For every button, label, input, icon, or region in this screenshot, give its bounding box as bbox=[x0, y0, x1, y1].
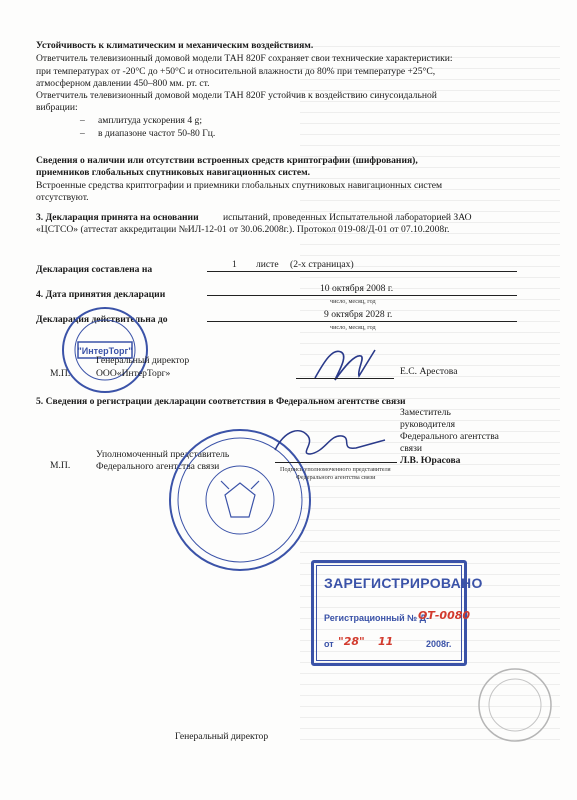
stamp-month: 11 bbox=[378, 635, 394, 648]
climate-bullet-2: в диапазоне частот 50-80 Гц. bbox=[98, 128, 216, 139]
date-value: 10 октября 2008 г. bbox=[320, 283, 394, 294]
date-underline bbox=[207, 295, 517, 296]
footer-role: Генеральный директор bbox=[175, 731, 269, 742]
crypto-text-2: отсутствуют. bbox=[36, 192, 89, 203]
crypto-text-1: Встроенные средства криптографии и приемники глобальных спутниковых навигационных систем bbox=[36, 180, 443, 191]
registration-heading: 5. Сведения о регистрации декларации соответствия в Федеральном агентстве связи bbox=[36, 396, 406, 407]
crypto-heading-1: Сведения о наличии или отсутствии встроенных средств криптографии (шифрования), bbox=[36, 155, 418, 166]
signatory-role-1: Генеральный директор bbox=[96, 355, 190, 366]
sig-hint-2: Федерального агентства связи bbox=[296, 474, 376, 481]
rep-line-1: Уполномоченный представитель bbox=[96, 449, 230, 460]
signatory-mp: М.П. bbox=[50, 368, 71, 379]
crypto-heading-2: приемников глобальных спутниковых навигационных систем. bbox=[36, 167, 311, 178]
stamp-title: ЗАРЕГИСТРИРОВАНО bbox=[324, 575, 483, 591]
deputy-line-1: Заместитель bbox=[400, 407, 451, 418]
valid-value: 9 октября 2028 г. bbox=[324, 309, 393, 320]
climate-heading: Устойчивость к климатическим и механическим воздействиям. bbox=[36, 40, 314, 51]
stamp-year: 2008г. bbox=[426, 639, 452, 649]
composed-label: Декларация составлена на bbox=[36, 264, 153, 275]
valid-label: Декларация действительна до bbox=[36, 314, 168, 325]
valid-hint: число, месяц, год bbox=[330, 324, 376, 331]
company-seal-text: "ИнтерТорг" bbox=[77, 346, 133, 356]
climate-line-4: Ответчитель телевизионный домовой модели ТАН 820F устойчив к воздействию синусоидальной bbox=[36, 90, 437, 101]
signature-line bbox=[296, 378, 394, 379]
climate-bullet-1: амплитуда ускорения 4 g; bbox=[98, 115, 202, 126]
deputy-line-2: руководителя bbox=[400, 419, 456, 430]
stamp-from-label: от bbox=[324, 639, 334, 649]
rep-line-2: Федерального агентства связи bbox=[96, 461, 220, 472]
stamp-day: "28" bbox=[338, 635, 365, 648]
deputy-name: Л.В. Юрасова bbox=[400, 455, 461, 466]
basis-text-2: «ЦСТСО» (аттестат аккредитации №ИЛ-12-01 от 30.06.2008г.). Протокол 019-08/Д-01 от 07.10.2008г. bbox=[36, 224, 450, 235]
deputy-line-3: Федерального агентства bbox=[400, 431, 499, 442]
basis-text-1: испытаний, проведенных Испытательной лабораторией ЗАО bbox=[223, 212, 472, 223]
signatory-role-2: ООО«ИнтерТорг» bbox=[96, 368, 171, 379]
rep-signature-icon bbox=[270, 420, 390, 465]
valid-underline bbox=[207, 321, 517, 322]
stamp-reg-label: Регистрационный № Д- bbox=[324, 613, 430, 623]
date-label: 4. Дата принятия декларации bbox=[36, 289, 166, 300]
climate-line-2: при температурах от -20°С до +50°С и относительной влажности до 80% при температуре +25°С, bbox=[36, 66, 436, 77]
date-hint: число, месяц, год bbox=[330, 298, 376, 305]
sig-hint-1: Подпись уполномоченного представителя bbox=[280, 466, 391, 473]
bullet-dash: – bbox=[80, 128, 85, 139]
registered-stamp bbox=[311, 560, 483, 666]
rep-signature-line bbox=[275, 462, 397, 463]
composed-underline bbox=[207, 271, 517, 272]
climate-line-1: Ответчитель телевизионный домовой модели ТАН 820F сохраняет свои технические характеристики: bbox=[36, 53, 453, 64]
signatory-name: Е.С. Арестова bbox=[400, 366, 458, 377]
composed-count: 1 bbox=[232, 259, 237, 270]
director-signature-icon bbox=[305, 340, 385, 390]
stamp-reg-number: ОТ-0080 bbox=[418, 609, 471, 622]
basis-prefix: 3. Декларация принята на основании bbox=[36, 212, 199, 223]
composed-unit: листе bbox=[256, 259, 279, 270]
deputy-line-4: связи bbox=[400, 443, 422, 454]
faint-seal-icon bbox=[475, 665, 555, 745]
company-seal-icon bbox=[60, 305, 150, 395]
climate-line-5: вибрации: bbox=[36, 102, 78, 113]
bullet-dash: – bbox=[80, 115, 85, 126]
registration-mp: М.П. bbox=[50, 460, 71, 471]
climate-line-3: атмосферном давлении 450–800 мм. рт. ст. bbox=[36, 78, 210, 89]
composed-pages: (2-х страницах) bbox=[290, 259, 354, 270]
